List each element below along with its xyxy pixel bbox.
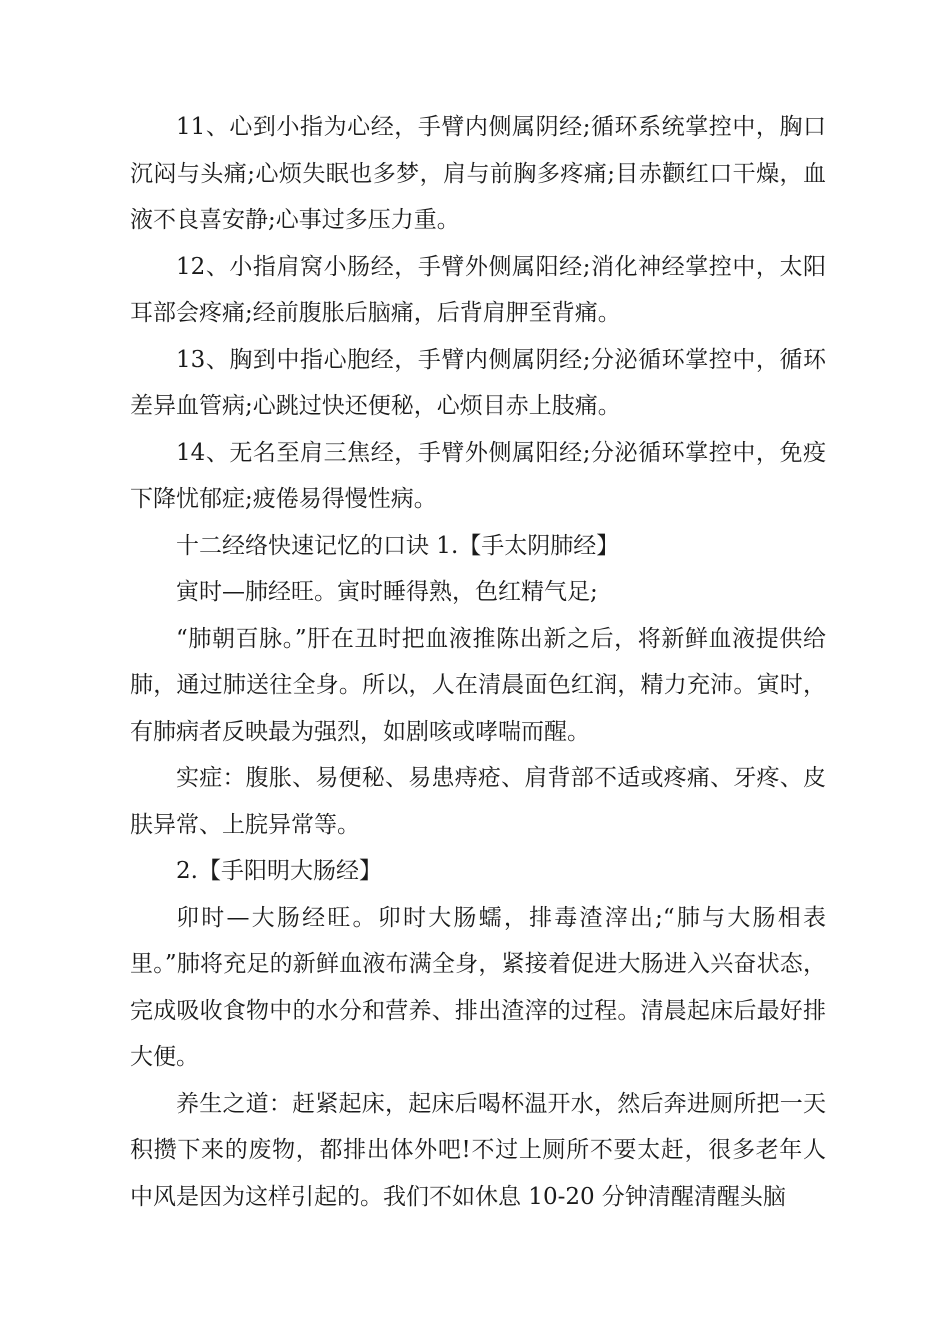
paragraph-lung-time: 寅时—肺经旺。寅时睡得熟，色红精气足; xyxy=(176,579,598,605)
paragraph-mnemonic-heading: 十二经络快速记忆的口诀 1.【手太阴肺经】 xyxy=(176,532,620,559)
paragraph-health-advice: 养生之道：赶紧起床，起床后喝杯温开水，然后奔进厕所把一天积攒下来的废物，都排出体外吧!不过上厕所不要太赶，很多老年人中风是因为这样引起的。我们不如休息 10-20 分钟清醒清醒头脑 xyxy=(130,1090,826,1210)
paragraph-pericardium-meridian: 13、胸到中指心胞经，手臂内侧属阴经;分泌循环掌控中，循环差异血管病;心跳过快还便秘，心烦目赤上肢痛。 xyxy=(130,346,826,419)
paragraph-heart-meridian: 11、心到小指为心经，手臂内侧属阴经;循环系统掌控中，胸口沉闷与头痛;心烦失眠也多梦，肩与前胸多疼痛;目赤颧红口干燥，血液不良喜安静;心事过多压力重。 xyxy=(130,114,826,233)
paragraph-large-intestine-description: 卯时—大肠经旺。卯时大肠蠕，排毒渣滓出;“肺与大肠相表里。”肺将充足的新鲜血液布满全身，紧接着促进大肠进入兴奋状态，完成吸收食物中的水分和营养、排出渣滓的过程。清晨起床后最好排大便。 xyxy=(130,904,826,1070)
paragraph-small-intestine-meridian: 12、小指肩窝小肠经，手臂外侧属阳经;消化神经掌控中，太阳耳部会疼痛;经前腹胀后脑痛，后背肩胛至背痛。 xyxy=(130,253,826,326)
paragraph-lung-description: “肺朝百脉。”肝在丑时把血液推陈出新之后，将新鲜血液提供给肺，通过肺送往全身。所以，人在清晨面色红润，精力充沛。寅时，有肺病者反映最为强烈，如剧咳或哮喘而醒。 xyxy=(130,625,826,745)
document-body xyxy=(130,104,826,1220)
paragraph-excess-symptoms: 实症：腹胀、易便秘、易患痔疮、肩背部不适或疼痛、牙疼、皮肤异常、上脘异常等。 xyxy=(130,765,826,838)
paragraph-large-intestine-heading: 2.【手阳明大肠经】 xyxy=(176,858,382,884)
paragraph-triple-burner-meridian: 14、无名至肩三焦经，手臂外侧属阳经;分泌循环掌控中，免疫下降忧郁症;疲倦易得慢性病。 xyxy=(130,439,826,512)
